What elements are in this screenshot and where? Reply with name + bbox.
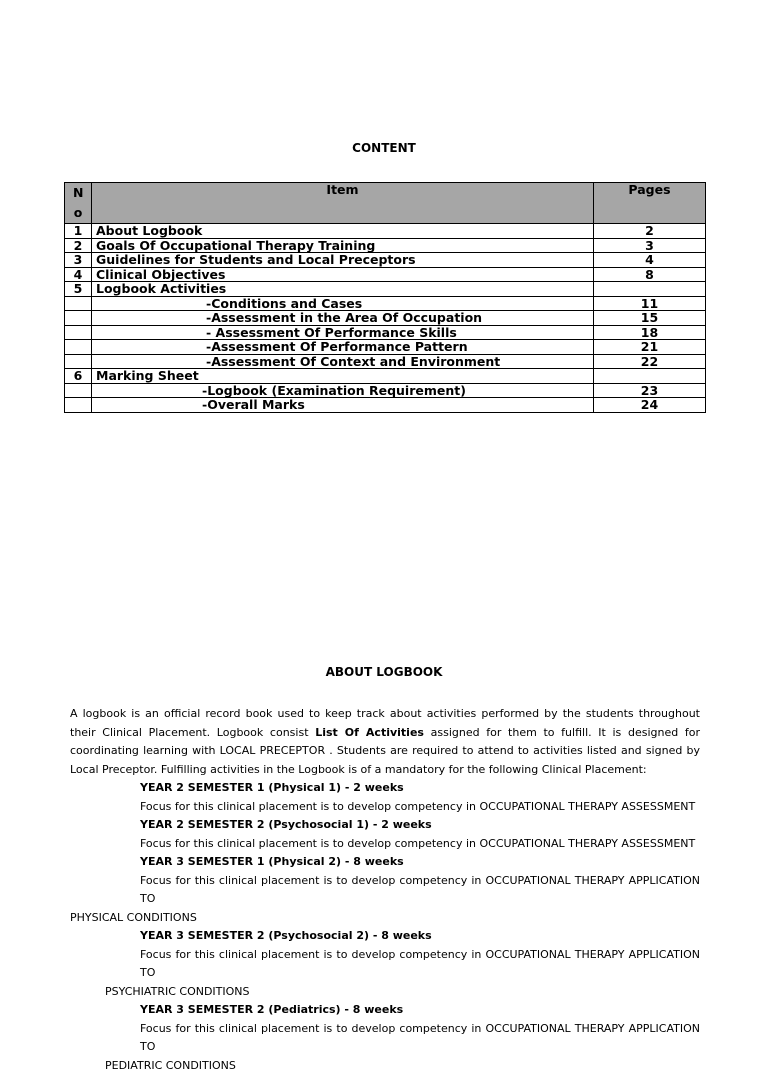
toc-row-number [65, 311, 92, 326]
toc-row-item: Guidelines for Students and Local Preceptors [92, 253, 594, 268]
toc-row-page: 15 [594, 311, 706, 326]
toc-row-number [65, 398, 92, 413]
toc-row-item: - Assessment Of Performance Skills [92, 325, 594, 340]
semester-focus: Focus for this clinical placement is to develop competency in OCCUPATIONAL THERAPY ASSESSMENT [70, 798, 700, 817]
toc-row-item: Goals Of Occupational Therapy Training [92, 238, 594, 253]
toc-row-page [594, 282, 706, 297]
toc-row [65, 340, 706, 355]
semester-focus-continuation: PSYCHIATRIC CONDITIONS [70, 983, 700, 1002]
semester-heading: YEAR 3 SEMESTER 2 (Psychosocial 2) - 8 weeks [70, 927, 700, 946]
toc-row-item: -Assessment Of Performance Pattern [92, 340, 594, 355]
semester-heading: YEAR 2 SEMESTER 2 (Psychosocial 1) - 2 weeks [70, 816, 700, 835]
toc-row-page: 22 [594, 354, 706, 369]
toc-row-number: 1 [65, 224, 92, 239]
toc-row [65, 267, 706, 282]
toc-row-item: Marking Sheet [92, 369, 594, 384]
semester-focus: Focus for this clinical placement is to develop competency in OCCUPATIONAL THERAPY APPLICATION TO [70, 1020, 700, 1057]
toc-header-no: No [65, 183, 92, 224]
semester-focus: Focus for this clinical placement is to develop competency in OCCUPATIONAL THERAPY APPLICATION TO [70, 946, 700, 983]
toc-row-page: 11 [594, 296, 706, 311]
toc-row-item: Clinical Objectives [92, 267, 594, 282]
semester-heading: YEAR 2 SEMESTER 1 (Physical 1) - 2 weeks [70, 779, 700, 798]
toc-header-item: Item [92, 183, 594, 224]
toc-row [65, 354, 706, 369]
toc-row-number [65, 296, 92, 311]
semester-focus: Focus for this clinical placement is to develop competency in OCCUPATIONAL THERAPY APPLICATION TO [70, 872, 700, 909]
semester-list [70, 779, 700, 1075]
toc-row-page: 2 [594, 224, 706, 239]
toc-row-page: 3 [594, 238, 706, 253]
semester-heading: YEAR 3 SEMESTER 2 (Pediatrics) - 8 weeks [70, 1001, 700, 1020]
toc-row-page: 23 [594, 383, 706, 398]
toc-row-number [65, 325, 92, 340]
toc-row-page: 4 [594, 253, 706, 268]
toc-row [65, 325, 706, 340]
list-of-activities-term: List Of Activities [315, 726, 424, 739]
toc-row [65, 238, 706, 253]
toc-row-number [65, 354, 92, 369]
toc-row-item: -Logbook (Examination Requirement) [92, 383, 594, 398]
toc-row-item: Logbook Activities [92, 282, 594, 297]
toc-row [65, 369, 706, 384]
toc-row-number: 3 [65, 253, 92, 268]
toc-row-item: -Assessment in the Area Of Occupation [92, 311, 594, 326]
toc-row [65, 224, 706, 239]
semester-focus: Focus for this clinical placement is to develop competency in OCCUPATIONAL THERAPY ASSESSMENT [70, 835, 700, 854]
toc-row-number [65, 383, 92, 398]
toc-row-item: -Conditions and Cases [92, 296, 594, 311]
toc-row [65, 282, 706, 297]
toc-row [65, 398, 706, 413]
toc-row-page: 18 [594, 325, 706, 340]
toc-row-number: 5 [65, 282, 92, 297]
table-of-contents [64, 182, 706, 413]
toc-row-item: About Logbook [92, 224, 594, 239]
toc-row [65, 311, 706, 326]
toc-row-number: 2 [65, 238, 92, 253]
content-title: CONTENT [0, 141, 768, 155]
toc-row-page: 8 [594, 267, 706, 282]
semester-focus-continuation: PEDIATRIC CONDITIONS [70, 1057, 700, 1075]
toc-row-item: -Overall Marks [92, 398, 594, 413]
toc-row-page [594, 369, 706, 384]
toc-row [65, 296, 706, 311]
toc-row-number [65, 340, 92, 355]
toc-row [65, 383, 706, 398]
about-logbook-title: ABOUT LOGBOOK [0, 665, 768, 679]
semester-heading: YEAR 3 SEMESTER 1 (Physical 2) - 8 weeks [70, 853, 700, 872]
about-intro-paragraph: A logbook is an official record book used to keep track about activities performed by the students throughout their Clinical Placement. Logbook consist List Of Activities assigned for them to fulfill. It is designed for coordinating learning with LOCAL PRECEPTOR . Students are required to attend to activities listed and signed by Local Preceptor. Fulfilling activities in the Logbook is of a mandatory for the following Clinical Placement: [70, 705, 700, 779]
toc-row-number: 4 [65, 267, 92, 282]
toc-row-page: 24 [594, 398, 706, 413]
toc-header-pages: Pages [594, 183, 706, 224]
toc-row-item: -Assessment Of Context and Environment [92, 354, 594, 369]
toc-row-number: 6 [65, 369, 92, 384]
toc-row [65, 253, 706, 268]
toc-row-page: 21 [594, 340, 706, 355]
about-logbook-body [70, 705, 700, 1075]
semester-focus-continuation: PHYSICAL CONDITIONS [70, 909, 700, 928]
toc-header-row [65, 183, 706, 224]
